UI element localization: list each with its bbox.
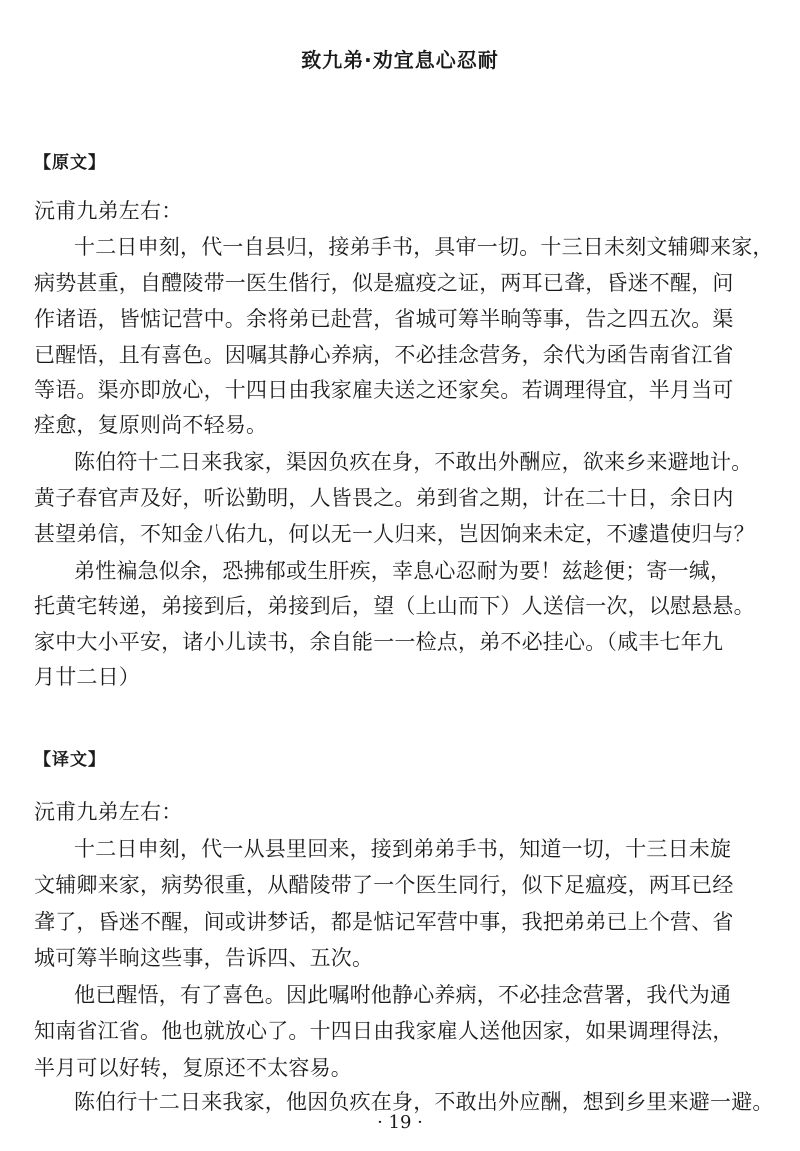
original-line: 黄子春官声及好，听讼勤明，人皆畏之。弟到省之期，计在二十日，余日内 [34, 486, 734, 510]
original-line: 陈伯符十二日来我家，渠因负疚在身，不敢出外酬应，欲来乡来避地计。 [74, 450, 753, 474]
original-line: 十二日申刻，代一自县归，接弟手书，具审一切。十三日未刻文辅卿来家， [74, 235, 774, 259]
original-line: 沅甫九弟左右： [34, 199, 183, 223]
original-line: 弟性褊急似余，恐拂郁或生肝疾，幸息心忍耐为要！兹趁便；寄一缄， [74, 559, 732, 583]
original-line: 病势甚重，自醴陵带一医生偕行，似是瘟疫之证，两耳已聋，昏迷不醒，问 [34, 271, 734, 295]
original-line: 家中大小平安，诸小儿读书，余自能一一检点，弟不必挂心。（咸丰七年九 [34, 630, 724, 654]
original-section-label: 【原文】 [34, 153, 106, 173]
translation-line: 城可筹半晌这些事，告诉四、五次。 [34, 946, 374, 970]
translation-line: 陈伯行十二日来我家，他因负疚在身，不敢出外应酬，想到乡里来避一避。 [74, 1090, 774, 1114]
translation-line: 十二日申刻，代一从县里回来，接到弟弟手书，知道一切，十三日未旋 [74, 837, 732, 861]
original-line: 痊愈，复原则尚不轻易。 [34, 413, 268, 437]
original-line: 作诸语，皆惦记营中。余将弟已赴营，省城可筹半晌等事，告之四五次。渠 [34, 307, 734, 331]
translation-line: 半月可以好转，复原还不太容易。 [34, 1056, 352, 1080]
original-line: 甚望弟信，不知金八佑九，何以无一人归来，岂因饷来未定，不遽遣使归与？ [34, 522, 755, 546]
page-number: · 19 · [377, 1112, 423, 1133]
original-line: 托黄宅转递，弟接到后，弟接到后，望（上山而下）人送信一次，以慰悬悬。 [34, 594, 755, 618]
translation-line: 聋了，昏迷不醒，间或讲梦话，都是惦记军营中事，我把弟弟已上个营、省 [34, 910, 734, 934]
translation-section-label: 【译文】 [34, 750, 106, 770]
original-line: 等语。渠亦即放心，十四日由我家雇夫送之还家矣。若调理得宜，半月当可 [34, 378, 734, 402]
original-line: 已醒悟，且有喜色。因嘱其静心养病，不必挂念营务，余代为函告南省江省 [34, 343, 734, 367]
page-title: 致九弟·劝宜息心忍耐 [301, 48, 499, 72]
translation-line: 知南省江省。他也就放心了。十四日由我家雇人送他因家，如果调理得法， [34, 1019, 734, 1043]
translation-line: 文辅卿来家，病势很重，从醋陵带了一个医生同行，似下足瘟疫，两耳已经 [34, 873, 734, 897]
original-line: 月廿二日） [34, 665, 140, 689]
translation-line: 他已醒悟，有了喜色。因此嘱咐他静心养病，不必挂念营署，我代为通 [74, 983, 732, 1007]
translation-line: 沅甫九弟左右： [34, 800, 183, 824]
